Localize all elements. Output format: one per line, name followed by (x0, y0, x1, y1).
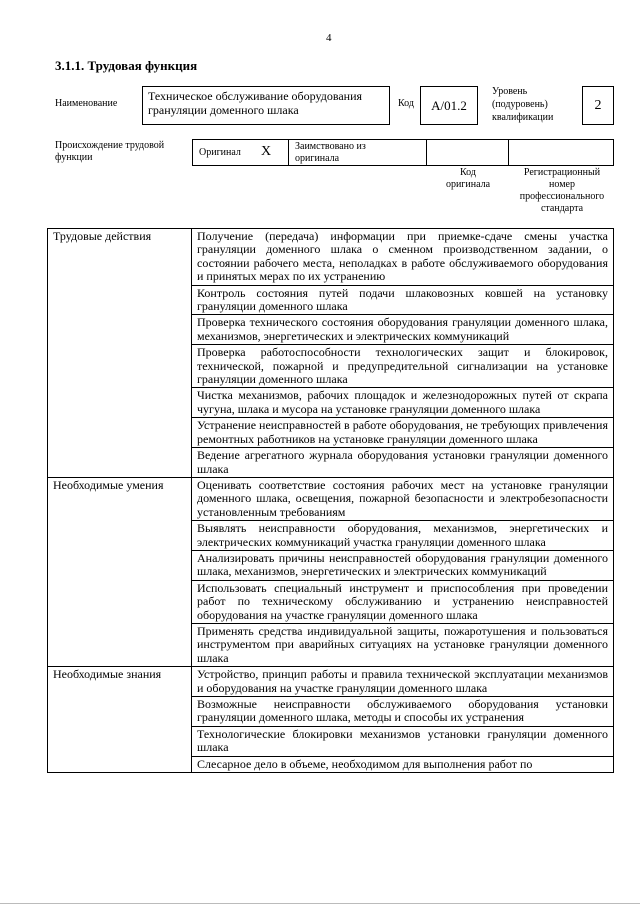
level-label-line-1: Уровень (492, 86, 528, 97)
item-cell: Анализировать причины неисправностей оборудования грануляции доменного шлака, механизмов, энергетических и электрических коммуникаций (192, 550, 614, 580)
item-cell: Возможные неисправности обслуживаемого оборудования установки грануляции доменного шлака, методы и способы их устранения (192, 697, 614, 727)
code-value-field: A/01.2 (420, 86, 478, 125)
item-cell: Устройство, принцип работы и правила технической эксплуатации механизмов и оборудования на участке грануляции доменного шлака (192, 667, 614, 697)
code-original-cell (427, 140, 509, 165)
registration-label-line-1: Регистрационный (523, 167, 601, 178)
origin-label (55, 140, 164, 164)
original-mark: X (261, 144, 272, 159)
item-cell: Оценивать соответствие состояния рабочих мест на установке грануляции доменного шлака, освещения, пожарной безопасности и электробезопасности установленным требованиям (192, 477, 614, 520)
category-cell: Необходимые умения (48, 477, 192, 666)
item-cell: Проверка работоспособности технологических защит и блокировок, технической, пожарной и предупредительной сигнализации на установке грануляции доменного шлака (192, 345, 614, 388)
item-cell: Чистка механизмов, рабочих площадок и железнодорожных путей от скрапа чугуна, шлака и мусора на установке грануляции доменного шлака (192, 388, 614, 418)
category-cell: Необходимые знания (48, 667, 192, 773)
code-original-label-line-2: оригинала (445, 179, 491, 190)
table-row (48, 667, 614, 697)
item-cell: Получение (передача) информации при приемке-сдаче смены участка грануляции доменного шлака о сменном производственном задании, о состоянии рабочего места, неполадках в работе обслуживаемого оборудования и принятых мерах по их устранению (192, 229, 614, 286)
item-cell: Использовать специальный инструмент и приспособления при проведении работ по техническому обслуживанию и устранению неисправностей оборудования на участке грануляции доменного шлака (192, 580, 614, 623)
table-row (48, 477, 614, 520)
level-label-line-3: квалификации (492, 112, 554, 123)
borrowed-label (295, 141, 366, 165)
item-cell: Устранение неисправностей в работе оборудования, не требующих привлечения ремонтных работников на установке грануляции доменного шлака (192, 418, 614, 448)
item-cell: Контроль состояния путей подачи шлаковозных ковшей на установку грануляции доменного шлака (192, 285, 614, 315)
registration-label-line-3: профессионального (519, 191, 605, 202)
item-cell: Технологические блокировки механизмов установки грануляции доменного шлака (192, 726, 614, 756)
origin-label-line-2: функции (55, 152, 93, 163)
name-label: Наименование (55, 98, 118, 109)
level-value-field: 2 (582, 86, 614, 125)
code-original-label (428, 167, 508, 191)
item-cell: Применять средства индивидуальной защиты, пожаротушения и пользоваться инструментом при аварийных ситуациях на установке грануляции доменного шлака (192, 623, 614, 666)
function-table (47, 228, 614, 773)
origin-label-line-1: Происхождение трудовой (55, 140, 165, 151)
item-cell: Проверка технического состояния оборудования грануляции доменного шлака, механизмов, энергетических и электрических коммуникаций (192, 315, 614, 345)
page-bottom-edge (0, 903, 640, 904)
code-original-label-line-1: Код (460, 167, 476, 178)
registration-label-line-2: номер (549, 179, 575, 190)
section-title: 3.1.1. Трудовая функция (55, 58, 198, 73)
item-cell: Ведение агрегатного журнала оборудования установки грануляции доменного шлака (192, 448, 614, 478)
borrowed-label-line-2: оригинала (295, 153, 340, 164)
level-label-line-2: (подуровень) (492, 99, 548, 110)
item-cell: Выявлять неисправности оборудования, механизмов, энергетических и электрических коммуникаций участка грануляции доменного шлака (192, 521, 614, 551)
level-label (492, 85, 553, 124)
item-cell: Слесарное дело в объеме, необходимом для выполнения работ по (192, 756, 614, 772)
original-label: Оригинал (199, 147, 241, 158)
function-name-field: Техническое обслуживание оборудования грануляции доменного шлака (142, 86, 390, 125)
code-label: Код (398, 98, 414, 109)
category-cell: Трудовые действия (48, 229, 192, 478)
borrowed-label-line-1: Заимствовано из (295, 141, 366, 152)
registration-label (510, 167, 614, 215)
page-number: 4 (326, 32, 332, 44)
origin-grid (192, 139, 614, 166)
registration-label-line-4: стандарта (540, 203, 584, 214)
table-row (48, 229, 614, 286)
